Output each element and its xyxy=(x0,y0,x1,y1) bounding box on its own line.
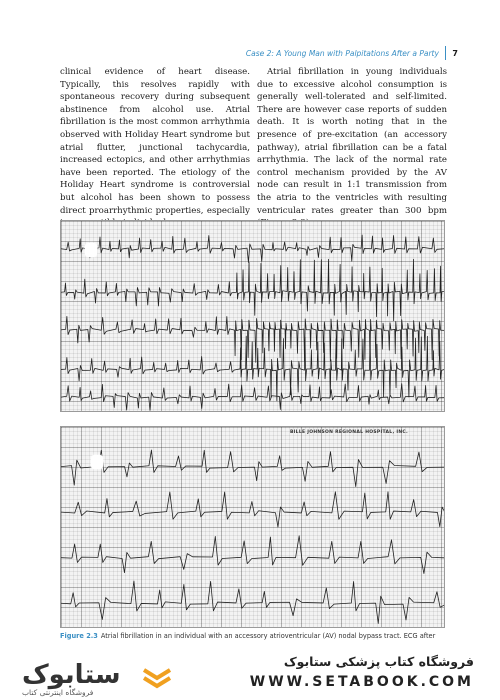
ecg-lead-trace xyxy=(61,581,444,623)
logo-subtext: فروشگاه اینترنتی کتاب xyxy=(22,688,94,697)
running-head xyxy=(246,46,458,60)
right-column-text: Atrial fibrillation in young individuals due to excessive alcohol consumption is generally well-tolerated and self-limited. There are however case reports of sudden death. It is worth noting that in the presence of pre-excitation (an accessory pathway), atrial fibrillation can be a fatal arrhythmia. The lack of the normal rate control mechanism provided by the AV node can result in 1:1 transmission from the atria to the ventricles with resulting ventricular rates greater than 300 bpm xyxy=(257,67,447,216)
ecg-label-blot xyxy=(85,243,97,257)
ecg-lead-trace xyxy=(61,536,444,574)
ecg-hospital-header: BILLE JOHNSON REGIONAL HOSPITAL, INC. xyxy=(289,430,408,435)
ecg-trace-top xyxy=(61,221,444,411)
ecg-strip-top xyxy=(60,220,445,412)
ecg-label-blot xyxy=(91,455,103,469)
logo-wordmark: ستابوک xyxy=(22,660,121,690)
setabook-logo xyxy=(22,660,182,696)
shop-url: WWW.SETABOOK.COM xyxy=(249,674,474,690)
ecg-trace-bottom xyxy=(61,427,444,627)
ecg-lead-trace xyxy=(61,259,444,320)
ecg-lead-trace xyxy=(61,384,444,411)
ecg-lead-trace xyxy=(61,492,444,527)
running-head-title: Case 2: A Young Man with Palpitations After a Party xyxy=(245,48,439,58)
ecg-lead-trace xyxy=(61,450,444,487)
left-column-text: clinical evidence of heart disease. Typically, this resolves rapidly with spontaneous recovery during subsequent abstinence from alcohol use. Atrial fibrillation is the most common arrhythmia observed with Holiday Heart syndrome but atrial flutter, junctional tachycardia, increased ectopics, and other arrhythmias have been reported. The etiology of the Holiday Heart syndrome is controversial but alcohol has been shown to possess direct proarrhythmic properties, especially xyxy=(60,67,250,216)
shop-name: فروشگاه کتاب پزشکی ستابوک xyxy=(283,654,474,669)
watermark-footer xyxy=(0,642,500,700)
running-head-divider xyxy=(445,46,447,60)
figure-caption-text: Atrial fibrillation in an individual with an accessory atrioventricular (AV) nodal bypass tract. ECG after xyxy=(100,632,436,640)
logo-chevron-icon xyxy=(140,662,174,692)
ecg-strip-bottom xyxy=(60,426,445,628)
page-number: 7 xyxy=(452,48,458,58)
ecg-lead-trace xyxy=(61,235,444,262)
figure-caption xyxy=(60,632,445,641)
figure-label: Figure 2.3 xyxy=(60,632,98,640)
ecg-lead-trace xyxy=(61,336,444,401)
